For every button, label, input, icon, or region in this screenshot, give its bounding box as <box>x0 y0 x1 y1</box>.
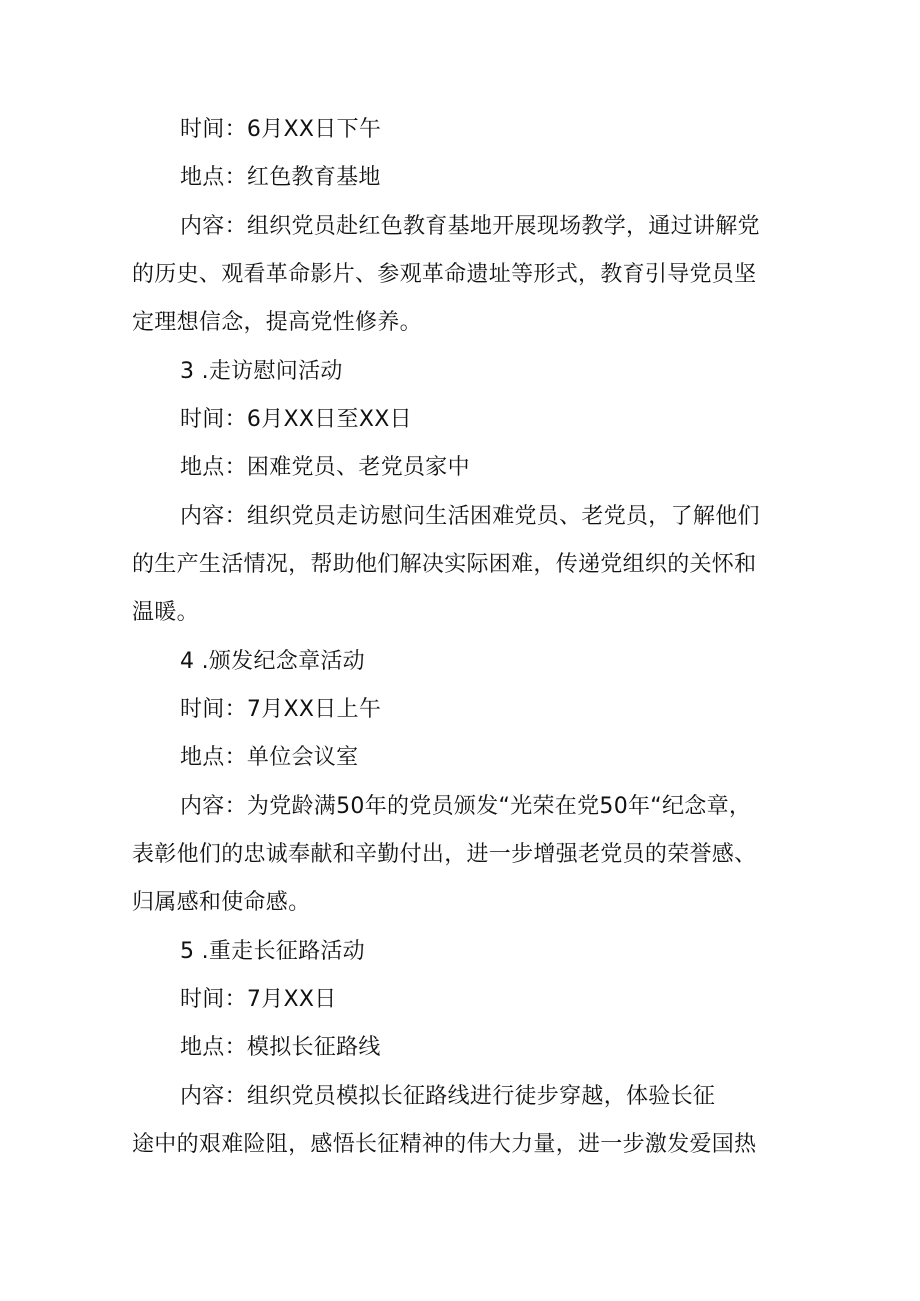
activity4-location: 地点：单位会议室 <box>180 745 359 770</box>
activity4-heading: 4 .颁发纪念章活动 <box>180 649 365 674</box>
activity3-heading: 3 .走访慰问活动 <box>180 359 343 384</box>
activity4-time: 时间：7月XX日上午 <box>180 697 382 722</box>
activity2-content-line3: 定理想信念，提高党性修养。 <box>132 310 422 335</box>
activity3-content-line2: 的生产生活情况，帮助他们解决实际困难，传递党组织的关怀和 <box>132 552 757 577</box>
activity2-location: 地点：红色教育基地 <box>180 165 381 190</box>
activity3-content-line3: 温暖。 <box>132 600 199 625</box>
activity4-content-line3: 归属感和使命感。 <box>132 890 311 915</box>
activity3-time: 时间：6月XX日至XX日 <box>180 407 412 432</box>
activity3-location: 地点：困难党员、老党员家中 <box>180 455 470 480</box>
activity2-content-line1: 内容：组织党员赴红色教育基地开展现场教学，通过讲解党 <box>180 214 760 239</box>
activity3-content-line1: 内容：组织党员走访慰问生活困难党员、老党员，了解他们 <box>180 504 760 529</box>
activity5-content-line1: 内容：组织党员模拟长征路线进行徒步穿越，体验长征 <box>180 1084 716 1109</box>
activity4-content-line2: 表彰他们的忠诚奉献和辛勤付出，进一步增强老党员的荣誉感、 <box>132 842 757 867</box>
activity5-heading: 5 .重走长征路活动 <box>180 939 365 964</box>
activity4-content-line1: 内容：为党龄满50年的党员颁发“光荣在党50年“纪念章， <box>180 794 752 819</box>
activity2-time: 时间：6月XX日下午 <box>180 117 382 142</box>
activity5-content-line2: 途中的艰难险阻，感悟长征精神的伟大力量，进一步激发爱国热 <box>132 1132 757 1157</box>
activity5-time: 时间：7月XX日 <box>180 987 337 1012</box>
activity2-content-line2: 的历史、观看革命影片、参观革命遗址等形式，教育引导党员坚 <box>132 262 757 287</box>
activity5-location: 地点：模拟长征路线 <box>180 1035 381 1060</box>
